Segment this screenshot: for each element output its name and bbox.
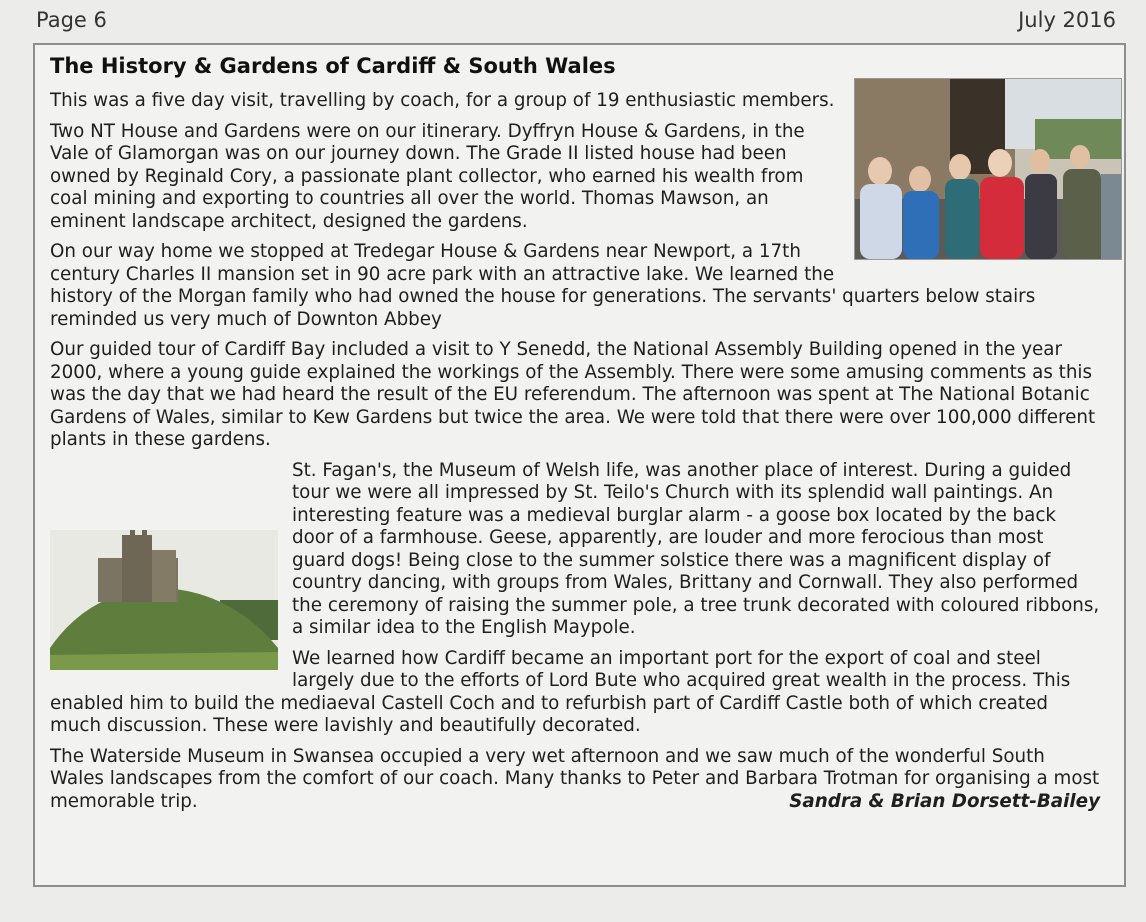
paragraph-3: On our way home we stopped at Tredegar House & Gardens near Newport, a 17th century Charles II mansion set in 90 acre park with an attractive lake. We learned the history of the Morgan family who had owned the house for generations. The servants' quarters below stairs reminded us very much of Downton Abbey — [50, 241, 1036, 330]
paragraph-1: This was a five day visit, travelling by coach, for a group of 19 enthusiastic members. — [50, 90, 835, 111]
group-photo — [854, 78, 1122, 260]
paragraph-7 — [50, 746, 1100, 814]
paragraph-2: Two NT House and Gardens were on our itinerary. Dyffryn House & Gardens, in the Vale of Glamorgan was on our journey down. The Grade II listed house had been owned by Reginald Cory, a passionate plant collector, who earned his wealth from coal mining and exporting to countries all over the world. Thomas Mawson, an eminent landscape architect, designed the gardens. — [50, 120, 805, 232]
paragraph-5: St. Fagan's, the Museum of Welsh life, was another place of interest. During a guided tour we were all impressed by St. Teilo's Church with its splendid wall paintings. An interesting feature was a medieval burglar alarm - a goose box located by the back door of a farmhouse. Geese, apparently, are louder and more ferocious than most guard dogs! Being close to the summer solstice there was a magnificent display of country dancing, with groups from Wales, Brittany and Cornwall. They also performed the ceremony of raising the summer pole, a tree trunk decorated with coloured ribbons, a similar idea to the English Maypole. — [292, 459, 1100, 638]
author-signature: Sandra & Brian Dorsett-Bailey — [789, 790, 1100, 812]
paragraph-4: Our guided tour of Cardiff Bay included a visit to Y Senedd, the National Assembly Building opened in the year 2000, where a young guide explained the workings of the Assembly. There were some amusing comments as this was the day that we had heard the result of the EU referendum. The afternoon was spent at The National Botanic Gardens of Wales, similar to Kew Gardens but twice the area. We were told that there were over 100,000 different plants in these gardens. — [50, 339, 1096, 450]
paragraph-6: We learned how Cardiff became an important port for the export of coal and steel largely due to the efforts of Lord Bute who acquired great wealth in the process. This enabled him to build the mediaeval Castell Coch and to refurbish part of Cardiff Castle both of which created much discussion. These were lavishly and beautifully decorated. — [50, 647, 1071, 736]
page-number: Page 6 — [36, 8, 107, 32]
castle-photo — [50, 530, 278, 670]
article-title: The History & Gardens of Cardiff & South Wales — [50, 54, 616, 78]
article-body — [50, 90, 1100, 821]
paragraph-7-text: The Waterside Museum in Swansea occupied a very wet afternoon and we saw much of the wonderful South Wales landscapes from the comfort of our coach. Many thanks to Peter and Barbara Trotman for organising a most memorable trip. — [50, 745, 1100, 812]
issue-date: July 2016 — [1018, 8, 1116, 32]
